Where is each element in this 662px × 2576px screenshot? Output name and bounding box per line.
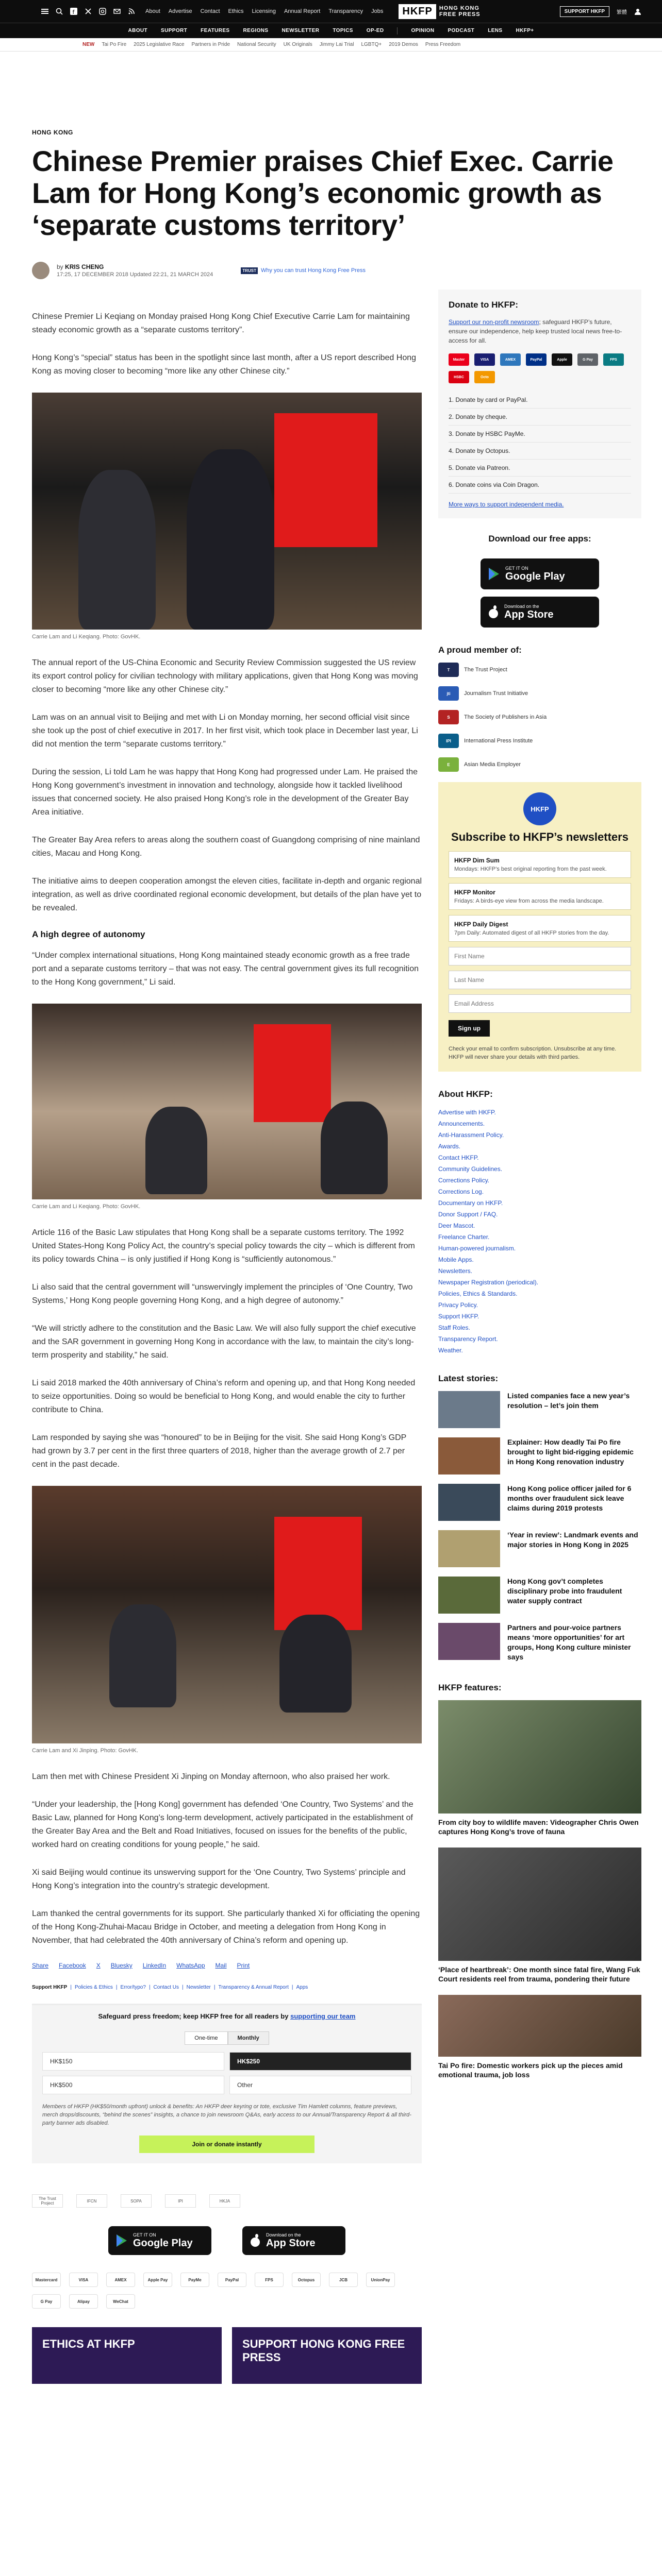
article-paragraph: “Under your leadership, the [Hong Kong] government has defended ‘One Country, Two Systems’ and the Basic Law, planned for Hong Kong’s long-term development, actively participated in the establishment of the Greater Bay Area and the Belt and Road Initiatives, focused on issues for the benefits of the public, worked hard on creating conditions for young people,” he said.	[32, 1800, 413, 1849]
story-item[interactable]	[438, 1530, 641, 1567]
donate-card	[438, 290, 641, 518]
newsletter-name: HKFP Monitor	[454, 889, 495, 896]
nav-features[interactable]: FEATURES	[201, 28, 230, 33]
person-shape	[78, 470, 156, 630]
member-item[interactable]	[438, 686, 641, 701]
top-link-contact[interactable]: Contact	[200, 8, 220, 14]
article-content	[32, 279, 422, 2384]
share-linkedin-link[interactable]: LinkedIn	[142, 1962, 167, 1969]
sidebar-apps	[438, 534, 641, 628]
footer-link[interactable]: Error/typo?	[120, 1985, 146, 1990]
member-name: International Press Institute	[464, 738, 533, 744]
footer-link[interactable]: Newsletter	[186, 1985, 211, 1990]
feature-item[interactable]	[438, 1848, 641, 1984]
story-item[interactable]	[438, 1437, 641, 1475]
about-link[interactable]: Human-powered journalism.	[438, 1245, 516, 1252]
nav-regions[interactable]: REGIONS	[243, 28, 269, 33]
frequency-toggle	[42, 2031, 411, 2045]
donate-option[interactable]: 1. Donate by card or PayPal.	[449, 392, 631, 409]
photo-caption: Carrie Lam and Xi Jinping. Photo: GovHK.	[32, 1748, 139, 1754]
about-link[interactable]: Announcements.	[438, 1120, 485, 1127]
support-title-text: Safeguard press freedom; keep HKFP free for all readers by	[98, 2012, 289, 2020]
email-icon[interactable]	[113, 8, 121, 15]
story-item[interactable]	[438, 1577, 641, 1614]
payment-method: G Pay	[32, 2294, 61, 2309]
amex-icon: AMEX	[500, 353, 521, 366]
partner-logo[interactable]: IPI	[165, 2194, 196, 2208]
trending-item[interactable]: LGBTQ+	[361, 42, 382, 47]
newsletter-desc: Fridays: A birds-eye view from across the media landscape.	[454, 898, 604, 904]
story-title: Partners and pour-voice partners means ‘more opportunities’ for art groups, Hong Kong culture minister says	[507, 1623, 631, 1661]
app-store-small: Download on the	[504, 603, 539, 609]
trending-new-label: NEW	[82, 42, 95, 47]
member-item[interactable]	[438, 734, 641, 748]
story-thumbnail	[438, 1391, 500, 1428]
nav-support[interactable]: SUPPORT	[161, 28, 188, 33]
story-item[interactable]	[438, 1623, 641, 1662]
amount-option-other[interactable]: Other	[229, 2076, 411, 2094]
photo-caption: Carrie Lam and Li Keqiang. Photo: GovHK.	[32, 634, 141, 640]
about-link[interactable]: Privacy Policy.	[438, 1301, 478, 1309]
support-box-title	[42, 2012, 411, 2020]
octopus-icon: Octo	[474, 371, 495, 383]
promo-banners	[32, 2327, 422, 2384]
about-link[interactable]: Policies, Ethics & Standards.	[438, 1290, 518, 1297]
about-link[interactable]: Contact HKFP.	[438, 1154, 479, 1161]
mastercard-icon: Master	[449, 353, 469, 366]
photo-caption: Carrie Lam and Li Keqiang. Photo: GovHK.	[32, 1204, 141, 1210]
svg-text:f: f	[72, 9, 75, 15]
flag-shape	[274, 1517, 362, 1630]
member-of-section	[438, 645, 641, 772]
newsletter-badge: HKFP	[523, 792, 556, 825]
amount-options	[42, 2052, 411, 2094]
features-title: HKFP features:	[438, 1683, 502, 1692]
page-body	[0, 279, 662, 2384]
about-link[interactable]: Weather.	[438, 1347, 463, 1354]
main-nav	[0, 23, 662, 38]
about-link[interactable]: Transparency Report.	[438, 1335, 498, 1343]
donate-option[interactable]: 3. Donate by HSBC PayMe.	[449, 426, 631, 443]
app-store-big: App Store	[266, 2237, 316, 2249]
about-link[interactable]: Staff Roles.	[438, 1324, 470, 1331]
payment-method: Mastercard	[32, 2273, 61, 2287]
top-link-licensing[interactable]: Licensing	[252, 8, 276, 14]
member-item[interactable]	[438, 710, 641, 724]
story-thumbnail	[438, 1437, 500, 1475]
google-play-button[interactable]	[108, 2226, 211, 2255]
about-link[interactable]: Freelance Charter.	[438, 1233, 490, 1241]
member-name: Journalism Trust Initiative	[464, 690, 528, 697]
top-link-about[interactable]: About	[145, 8, 160, 14]
google-play-big: Google Play	[133, 2237, 193, 2249]
hkfp-logo[interactable]	[399, 4, 480, 19]
support-box	[32, 2004, 422, 2163]
member-item[interactable]	[438, 663, 641, 677]
article-paragraph: Li also said that the central government will “unswervingly implement the principles of ‘One Country, Two Systems,’ Hong Kong people governing Hong Kong, and a high degree of autonomy.”	[32, 1283, 413, 1305]
author-avatar	[32, 262, 49, 279]
sidebar-app-store-button[interactable]	[481, 597, 599, 628]
ipi-icon: IPI	[438, 734, 459, 748]
donate-intro	[449, 317, 631, 345]
article-photo-1	[32, 393, 422, 630]
google-pay-icon: G Pay	[577, 353, 598, 366]
person-shape	[321, 1101, 388, 1194]
feature-image	[438, 1995, 641, 2057]
newsletter-desc: Mondays: HKFP’s best original reporting from the past week.	[454, 866, 607, 872]
about-link[interactable]: Anti-Harassment Policy.	[438, 1131, 504, 1139]
author-line	[57, 263, 213, 270]
partner-logo[interactable]: SOPA	[121, 2194, 152, 2208]
frequency-monthly[interactable]: Monthly	[228, 2031, 269, 2045]
article-paragraph: Li said 2018 marked the 40th anniversary of China’s reform and opening up, and that Hong Kong needed to seize opportunities. Doing so would be beneficial to Hong Kong, and would enable the city to further contribute to China.	[32, 1379, 416, 1414]
story-title: ‘Year in review’: Landmark events and major stories in Hong Kong in 2025	[507, 1531, 638, 1549]
google-play-small: GET IT ON	[133, 2232, 156, 2238]
article-header	[0, 52, 662, 279]
sidebar-google-play-button[interactable]	[481, 558, 599, 589]
google-play-icon	[115, 2234, 128, 2247]
support-team-link[interactable]: supporting our team	[290, 2012, 356, 2020]
footer-support-link[interactable]: Support HKFP	[32, 1985, 68, 1990]
user-icon[interactable]	[634, 8, 641, 15]
story-thumbnail	[438, 1484, 500, 1521]
section-label[interactable]: HONG KONG	[32, 129, 73, 136]
share-label: Share	[32, 1962, 49, 1969]
story-thumbnail	[438, 1530, 500, 1567]
article-photo-2	[32, 1004, 422, 1199]
member-name: The Trust Project	[464, 667, 507, 673]
about-title: About HKFP:	[438, 1089, 493, 1099]
story-title: Hong Kong police officer jailed for 6 months over fraudulent sick leave claims during 2019 protests	[507, 1484, 632, 1512]
logo-mark: HKFP	[399, 4, 436, 19]
google-play-big: Google Play	[505, 570, 565, 582]
logo-sub-line2: FREE PRESS	[439, 11, 481, 18]
apple-icon	[488, 605, 499, 619]
rss-icon[interactable]	[128, 8, 135, 15]
article-paragraph: Article 116 of the Basic Law stipulates that Hong Kong shall be a separate customs territory. The 1992 United States-Hong Kong Policy Act, the country’s special policy towards the city – which is different from its policy towards China – is only justified if Hong Kong is “sufficiently autonomous.”	[32, 1228, 415, 1264]
top-bar-left	[41, 8, 383, 15]
jti-icon: jti	[438, 686, 459, 701]
newsletter-desc: 7pm Daily: Automated digest of all HKFP stories from the day.	[454, 930, 609, 936]
trust-link[interactable]	[241, 267, 366, 274]
nav-topics[interactable]: TOPICS	[333, 28, 353, 33]
google-play-text	[133, 2232, 193, 2249]
member-name: The Society of Publishers in Asia	[464, 714, 547, 720]
trust-badge-icon: TRUST	[241, 267, 258, 274]
article-paragraph: Hong Kong’s “special” status has been in the spotlight since last month, after a US report described Hong Kong as moving closer to becoming “more like any other Chinese city.”	[32, 353, 417, 376]
trending-item[interactable]: UK Originals	[283, 42, 312, 47]
about-link[interactable]: Newsletters.	[438, 1267, 473, 1275]
nav-podcast[interactable]: PODCAST	[448, 28, 475, 33]
nav-hkfp-plus[interactable]: HKFP+	[516, 28, 534, 33]
members-benefits-text: Members of HKFP (HK$50/month upfront) unlock & benefits: An HKFP deer keyring or tote, exclusive Tim Hamlett columns, feature previews, merch drops/discounts, “behind the scenes” insights, a chance to join newsroom Q&As, early access to our Annual/Transparency Report & all third-party banner ads disabled.	[42, 2104, 411, 2126]
person-shape	[279, 1615, 352, 1713]
last-name-input[interactable]	[449, 971, 631, 989]
article-paragraph: The Greater Bay Area refers to areas along the southern coast of Guangdong comprising of nine mainland cities, Macau and Hong Kong.	[32, 836, 420, 858]
frequency-one-time[interactable]: One-time	[185, 2031, 227, 2045]
payment-method: AMEX	[106, 2273, 135, 2287]
sidebar	[438, 279, 641, 2384]
apple-pay-icon: Apple	[552, 353, 572, 366]
about-link[interactable]: Documentary on HKFP.	[438, 1199, 503, 1207]
flag-shape	[254, 1024, 331, 1122]
signup-button[interactable]: Sign up	[449, 1020, 490, 1037]
subheading: A high degree of autonomy	[32, 929, 145, 939]
newsletter-option[interactable]	[449, 883, 631, 910]
donate-option[interactable]: 4. Donate by Octopus.	[449, 443, 631, 460]
top-bar-right	[560, 6, 641, 17]
top-link-advertise[interactable]: Advertise	[168, 8, 192, 14]
about-link[interactable]: Mobile Apps.	[438, 1256, 474, 1263]
article-paragraph: The annual report of the US-China Economic and Security Review Commission suggested the US review its export control policy for civilian technology with military applications, given that Hong Kong was moving closer to becoming “more like any other Chinese city.”	[32, 658, 418, 694]
feature-title: From city boy to wildlife maven: Videographer Chris Owen captures Hong Kong’s trove of fauna	[438, 1818, 639, 1836]
support-hkfp-button[interactable]: SUPPORT HKFP	[560, 6, 609, 17]
apps-title: Download our free apps:	[488, 534, 591, 544]
trending-item[interactable]: 2019 Demos	[389, 42, 418, 47]
article-headline: Chinese Premier praises Chief Exec. Carrie Lam for Hong Kong’s economic growth as ‘separate customs territory’	[32, 145, 614, 241]
share-whatsapp-link[interactable]: WhatsApp	[176, 1962, 205, 1969]
trending-item[interactable]: Partners in Pride	[191, 42, 230, 47]
newsletter-note: Check your email to confirm subscription. Unsubscribe at any time. HKFP will never share your details with third parties.	[449, 1046, 617, 1060]
trending-item[interactable]: Tai Po Fire	[102, 42, 127, 47]
story-title: Listed companies face a new year’s resolution – let’s join them	[507, 1392, 630, 1410]
google-play-icon	[488, 567, 500, 581]
share-x-link[interactable]: X	[96, 1962, 101, 1969]
feature-item[interactable]	[438, 1700, 641, 1836]
language-toggle[interactable]: 繁體	[617, 9, 627, 15]
feature-image	[438, 1700, 641, 1814]
payment-method: WeChat	[106, 2294, 135, 2309]
footer-link[interactable]: Contact Us	[153, 1985, 179, 1990]
about-link[interactable]: Advertise with HKFP.	[438, 1109, 496, 1116]
top-links	[145, 8, 383, 14]
amount-option[interactable]: HK$500	[42, 2076, 224, 2094]
share-bluesky-link[interactable]: Bluesky	[110, 1962, 133, 1969]
person-shape	[109, 1604, 176, 1707]
member-title: A proud member of:	[438, 645, 522, 655]
share-bar	[32, 1962, 422, 1969]
join-donate-button[interactable]: Join or donate instantly	[139, 2136, 315, 2153]
donate-options	[449, 392, 631, 494]
donate-intro-link[interactable]: Support our non-profit newsroom	[449, 318, 539, 326]
hkfp-features	[438, 1683, 641, 2079]
about-link[interactable]: Support HKFP.	[438, 1313, 479, 1320]
newsletter-option[interactable]	[449, 851, 631, 878]
payment-methods	[32, 2273, 422, 2309]
support-banner[interactable]: SUPPORT HONG KONG FREE PRESS	[232, 2327, 422, 2384]
donate-intro-text: ; safeguard HKFP’s future, ensure our independence, help keep trusted local news free-to-access for all.	[449, 318, 622, 344]
feature-image	[438, 1848, 641, 1961]
menu-icon[interactable]	[41, 8, 48, 15]
amount-option-selected[interactable]: HK$250	[229, 2052, 411, 2071]
payment-method: UnionPay	[366, 2273, 395, 2287]
member-item[interactable]	[438, 757, 641, 772]
feature-title: Tai Po fire: Domestic workers pick up the pieces amid emotional trauma, job loss	[438, 2061, 623, 2079]
top-bar	[0, 0, 662, 23]
donate-option[interactable]: 6. Donate coins via Coin Dragon.	[449, 477, 631, 494]
person-shape	[145, 1107, 207, 1194]
app-store-text	[504, 604, 554, 621]
hsbc-icon: HSBC	[449, 371, 469, 383]
person-shape	[187, 449, 274, 630]
author-prefix: by	[57, 263, 63, 270]
footer-link[interactable]: Apps	[296, 1985, 308, 1990]
app-store-row	[32, 2226, 422, 2255]
x-icon[interactable]	[85, 8, 92, 15]
about-list	[438, 1107, 641, 1356]
trust-link-text[interactable]: Why you can trust Hong Kong Free Press	[260, 267, 366, 274]
donate-option[interactable]: 2. Donate by cheque.	[449, 409, 631, 426]
partner-logos	[32, 2194, 422, 2208]
flag-shape	[274, 413, 377, 547]
partner-logo[interactable]: HKJA	[209, 2194, 240, 2208]
payment-method: JCB	[329, 2273, 358, 2287]
story-item[interactable]	[438, 1484, 641, 1521]
paypal-icon: PayPal	[526, 353, 547, 366]
facebook-icon[interactable]	[70, 8, 77, 15]
amount-option[interactable]: HK$150	[42, 2052, 224, 2071]
nav-lens[interactable]: LENS	[488, 28, 503, 33]
fps-icon: FPS	[603, 353, 624, 366]
top-link-ethics[interactable]: Ethics	[228, 8, 244, 14]
about-section	[438, 1089, 641, 1356]
newsletter-name: HKFP Daily Digest	[454, 921, 508, 928]
about-link[interactable]: Corrections Policy.	[438, 1177, 490, 1184]
trending-item[interactable]: Press Freedom	[425, 42, 461, 47]
google-play-small: GET IT ON	[505, 565, 528, 571]
trending-item[interactable]: 2025 Legislative Race	[134, 42, 185, 47]
payment-method: PayPal	[218, 2273, 246, 2287]
payment-method: PayMe	[180, 2273, 209, 2287]
app-store-button[interactable]	[242, 2226, 345, 2255]
article-dates: 17:25, 17 DECEMBER 2018 Updated 22:21, 21 MARCH 2024	[57, 272, 213, 278]
story-title: Explainer: How deadly Tai Po fire brought to light bid-rigging epidemic in Hong Kong renovation industry	[507, 1438, 634, 1466]
about-link[interactable]: Awards.	[438, 1143, 461, 1150]
app-store-big: App Store	[504, 608, 554, 620]
sopa-icon: S	[438, 710, 459, 724]
trending-strip	[0, 38, 662, 52]
email-input[interactable]	[449, 994, 631, 1013]
payment-method: VISA	[69, 2273, 98, 2287]
article-paragraph: During the session, Li told Lam he was happy that Hong Kong had progressed under Lam. He praised the Hong Kong government’s investment in innovation and technology, alongside how it tackled livelihood issues that concerned society. He also praised Hong Kong’s role in the development of the Greater Bay Area initiative.	[32, 768, 418, 817]
partner-logo[interactable]: IFCN	[76, 2194, 107, 2208]
article-paragraph: “We will strictly adhere to the constitution and the Basic Law. We will also fully support the chief executive and the SAR government in governing Hong Kong in accordance with the law, to maintain the city’s long-term prosperity and stability,” he said.	[32, 1324, 416, 1360]
article-paragraph: “Under complex international situations, Hong Kong maintained steady economic growth as a free trade port and a separate customs territory – that was not easy. The central government gives its full recognition to the Hong Kong government,” Li said.	[32, 951, 419, 987]
byline	[32, 262, 630, 279]
instagram-icon[interactable]	[99, 8, 106, 15]
byline-text	[57, 263, 213, 278]
donate-option[interactable]: 5. Donate via Patreon.	[449, 460, 631, 477]
newsletter-signup	[438, 782, 641, 1072]
article-paragraph: Lam responded by saying she was “honoured” to be in Beijing for the visit. She said Hong Kong’s GDP had grown by 3.7 per cent in the first three quarters of 2018, higher than the average growth of 2.7 per cent in the past decade.	[32, 1433, 407, 1469]
nav-opinion[interactable]: OPINION	[411, 28, 435, 33]
article-paragraph: Lam was on an annual visit to Beijing and met with Li on Monday morning, her second official visit since she took up the post of chief executive in 2017. In her first visit, which took place in December last year, Li did not mention the term “separate customs territory.”	[32, 713, 418, 749]
share-mail-link[interactable]: Mail	[215, 1962, 227, 1969]
story-thumbnail	[438, 1577, 500, 1614]
newsletter-title: Subscribe to HKFP’s newsletters	[451, 831, 628, 843]
trending-item[interactable]: National Security	[237, 42, 276, 47]
nav-divider	[397, 27, 398, 35]
footer-link[interactable]: Policies & Ethics	[74, 1985, 113, 1990]
nav-op-ed[interactable]: OP-ED	[366, 28, 384, 33]
app-store-small: Download on the	[266, 2232, 301, 2238]
top-link-annual-report[interactable]: Annual Report	[284, 8, 321, 14]
first-name-input[interactable]	[449, 947, 631, 965]
footer-link[interactable]: Transparency & Annual Report	[218, 1985, 289, 1990]
story-title: Hong Kong gov’t completes disciplinary probe into fraudulent water supply contract	[507, 1577, 622, 1605]
author-name[interactable]: KRIS CHENG	[65, 263, 104, 270]
story-thumbnail	[438, 1623, 500, 1660]
share-print-link[interactable]: Print	[237, 1962, 250, 1969]
payment-method: Apple Pay	[143, 2273, 172, 2287]
payment-method: FPS	[255, 2273, 284, 2287]
article-paragraph: Chinese Premier Li Keqiang on Monday praised Hong Kong Chief Executive Carrie Lam for maintaining steady economic growth as a “separate customs territory”.	[32, 312, 410, 334]
story-item[interactable]	[438, 1391, 641, 1428]
logo-sub-line1: HONG KONG	[439, 5, 479, 11]
nav-newsletter[interactable]: NEWSLETTER	[282, 28, 320, 33]
newsletter-name: HKFP Dim Sum	[454, 857, 500, 864]
article-footer-links: Support HKFP | Policies & Ethics | Error/typo? | Contact Us | Newsletter | Transparency & Annual Report | Apps	[32, 1985, 308, 1990]
top-link-transparency[interactable]: Transparency	[328, 8, 363, 14]
latest-stories	[438, 1374, 641, 1662]
trending-item[interactable]: Jimmy Lai Trial	[319, 42, 354, 47]
payment-method: Alipay	[69, 2294, 98, 2309]
about-link[interactable]: Deer Mascot.	[438, 1222, 475, 1229]
about-link[interactable]: Donor Support / FAQ.	[438, 1211, 498, 1218]
top-link-jobs[interactable]: Jobs	[371, 8, 384, 14]
about-link[interactable]: Corrections Log.	[438, 1188, 484, 1195]
employer-icon: E	[438, 757, 459, 772]
donate-title: Donate to HKFP:	[449, 300, 519, 310]
feature-title: ‘Place of heartbreak’: One month since fatal fire, Wang Fuk Court residents reel from trauma, pondering their future	[438, 1965, 640, 1983]
article-paragraph: The initiative aims to deepen cooperation amongst the eleven cities, facilitate in-depth and organic regional integration, as well as drive coordinated regional economic development, but details of the plan have yet to be revealed.	[32, 877, 422, 912]
partner-logo[interactable]: The Trust Project	[32, 2194, 63, 2208]
visa-icon: VISA	[474, 353, 495, 366]
share-facebook-link[interactable]: Facebook	[59, 1962, 86, 1969]
payment-method: Octopus	[292, 2273, 321, 2287]
ethics-banner[interactable]: ETHICS AT HKFP	[32, 2327, 222, 2384]
about-link[interactable]: Community Guidelines.	[438, 1165, 503, 1173]
article-paragraph: Lam then met with Chinese President Xi Jinping on Monday afternoon, who also praised her work.	[32, 1772, 390, 1781]
nav-about[interactable]: ABOUT	[128, 28, 148, 33]
feature-item[interactable]	[438, 1995, 641, 2079]
article-paragraph: Xi said Beijing would continue its unswerving support for the ‘One Country, Two Systems’ principle and Hong Kong’s integration into the country’s strategic development.	[32, 1868, 406, 1890]
app-store-text	[266, 2232, 316, 2249]
newsletter-option[interactable]	[449, 915, 631, 942]
logo-subtitle	[439, 5, 481, 18]
about-link[interactable]: Newspaper Registration (periodical).	[438, 1279, 539, 1286]
trust-project-icon: T	[438, 663, 459, 677]
stories-title: Latest stories:	[438, 1374, 499, 1383]
apple-icon	[250, 2234, 261, 2247]
member-name: Asian Media Employer	[464, 761, 521, 768]
article-paragraph: Lam thanked the central governments for its support. She particularly thanked Xi for officiating the opening of the Hong Kong-Zhuhai-Macau Bridge in October, and meeting a delegation from Hong Kong in November, that had celebrated the 40th anniversary of China’s reform and opening up.	[32, 1909, 420, 1945]
card-icons	[449, 353, 631, 383]
more-ways-link[interactable]: More ways to support independent media.	[449, 501, 564, 508]
article-photo-3	[32, 1486, 422, 1743]
google-play-text	[505, 566, 565, 583]
search-icon[interactable]	[56, 8, 63, 15]
